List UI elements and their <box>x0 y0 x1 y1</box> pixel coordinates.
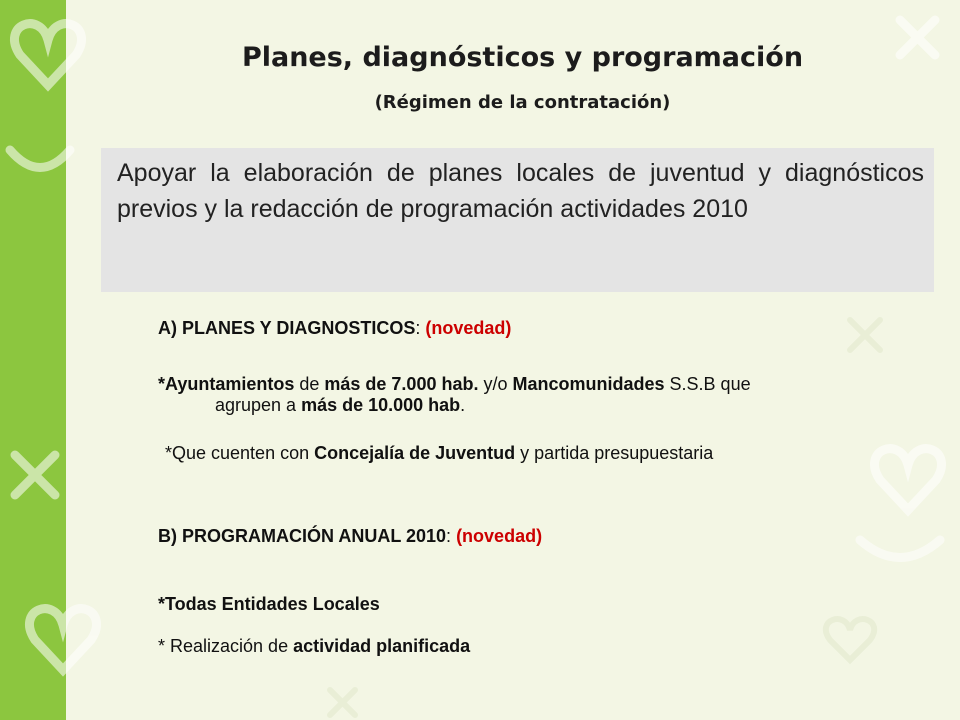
section-a-item-2 <box>165 443 713 464</box>
section-b-item-2 <box>158 636 470 657</box>
section-a-separator: : <box>415 318 426 338</box>
partida-text: y partida presupuestaria <box>515 443 714 463</box>
highlight-text: Apoyar la elaboración de planes locales de juventud y diagnósticos previos y la redacción de programación actividades 2010 <box>117 159 924 223</box>
actividad-planificada-text: actividad planificada <box>293 636 471 656</box>
cross-doodle-bottom <box>330 690 355 715</box>
mancomunidades-text: Mancomunidades <box>512 374 665 394</box>
entidades-locales-text: *Todas Entidades Locales <box>158 594 380 614</box>
section-a-title: A) PLANES Y DIAGNOSTICOS <box>158 318 416 338</box>
heart-doodle-bottom-right <box>826 619 874 660</box>
section-b-heading <box>158 526 542 547</box>
heart-doodle-right <box>874 449 941 510</box>
section-b-item-1 <box>158 594 380 615</box>
page-title: Planes, diagnósticos y programación <box>241 42 804 73</box>
section-a-item-1-line-2 <box>215 395 465 416</box>
concejalia-text: Concejalía de Juventud <box>314 443 516 463</box>
section-b-title: B) PROGRAMACIÓN ANUAL 2010 <box>158 526 447 546</box>
population-threshold-2-text: más de 10.000 hab <box>301 395 461 415</box>
period-text: . <box>460 395 466 415</box>
population-threshold-text: más de 7.000 hab. <box>324 374 479 394</box>
section-a-novedad-tag: (novedad) <box>425 318 512 338</box>
connector-text: de <box>294 374 325 394</box>
section-b-separator: : <box>446 526 457 546</box>
page-subtitle: (Régimen de la contratación) <box>374 92 671 113</box>
ayuntamientos-text: *Ayuntamientos <box>158 374 295 394</box>
smile-doodle-left <box>10 150 70 168</box>
cuenten-text: *Que cuenten con <box>165 443 315 463</box>
ssb-text: S.S.B que <box>664 374 751 394</box>
connector-text: y/o <box>478 374 513 394</box>
cross-doodle-left <box>15 455 55 495</box>
section-a-heading <box>158 318 511 339</box>
section-a-item-1-line-1 <box>158 374 751 395</box>
agrupen-text: agrupen a <box>215 395 302 415</box>
realizacion-text: * Realización de <box>158 636 294 656</box>
smile-doodle-right <box>860 540 940 558</box>
section-b-novedad-tag: (novedad) <box>456 526 543 546</box>
heart-doodle-bottom-left <box>29 609 96 670</box>
cross-doodle-right-mid <box>850 320 880 350</box>
